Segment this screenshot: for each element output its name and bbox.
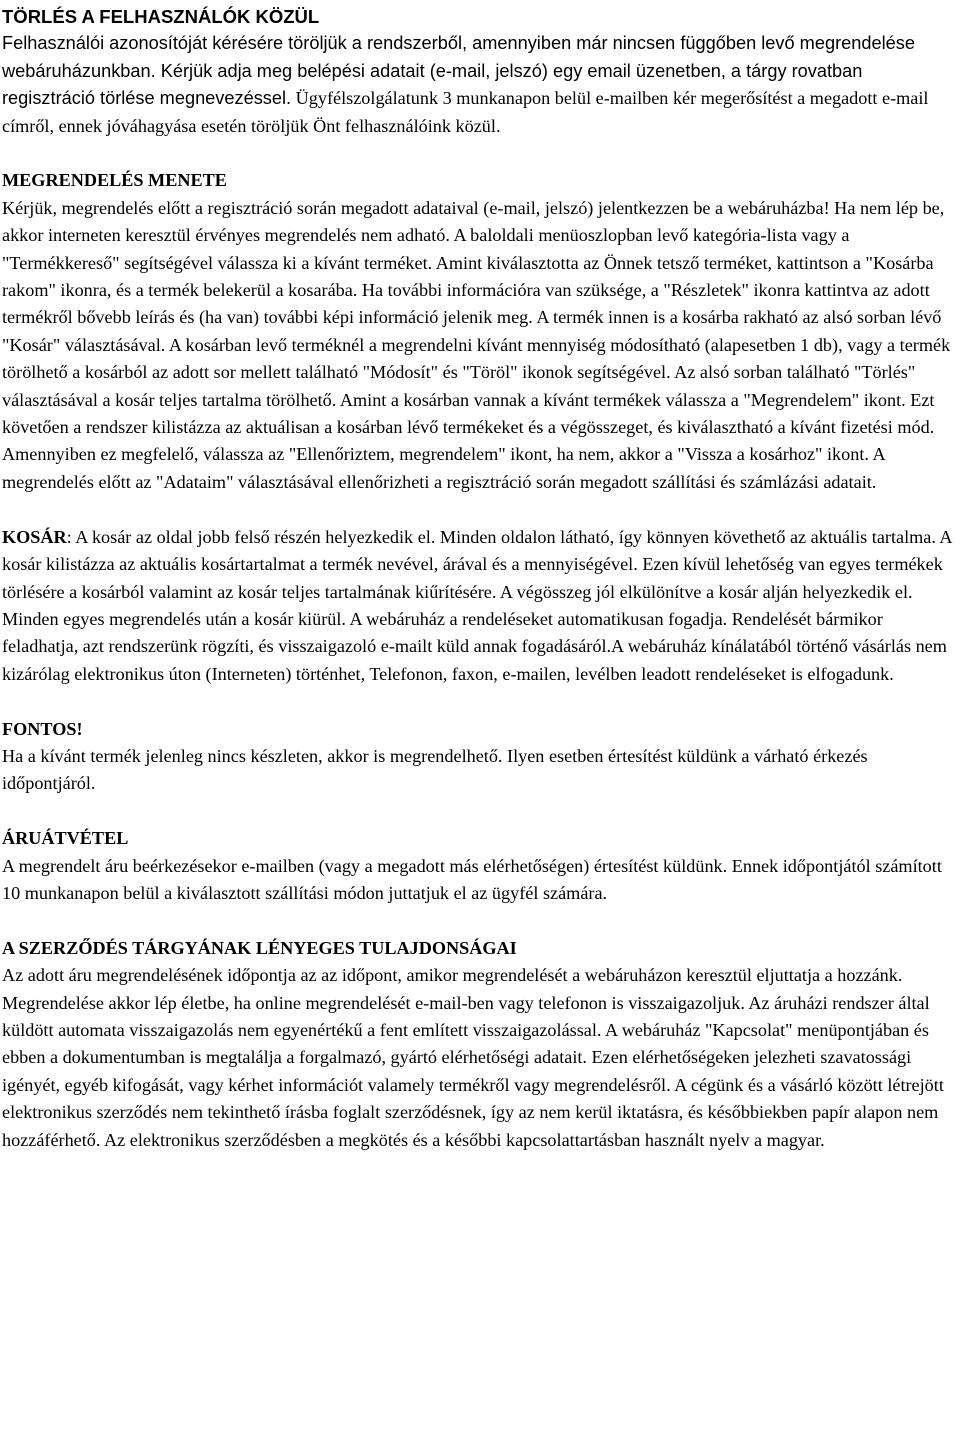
section-title-fontos: FONTOS! [2,718,83,739]
section-title-kosar: KOSÁR [2,526,67,547]
section-body-torles-part2: Ügyfélszolgálatunk 3 munkanapon belül e-mailben kér megerősítést a megadott e-mail címről, ennek jóváhagyása esetén töröljük Önt felhasználóink közül. [2,88,929,136]
section-megrendeles [2,167,958,496]
section-body-torles-part1: Felhasználói azonosítóját kérésére töröljük a rendszerből, amennyiben már nincsen függőben levő megrendelése webáruházunkban. Kérjük adja meg belépési adatait (e-mail, jelszó) egy email üzenetben, a tárgy rovatban regisztráció törlése megnevezéssel. [2,33,915,109]
section-szerzodes [2,935,958,1154]
spacer [2,907,958,934]
section-title-megrendeles: MEGRENDELÉS MENETE [2,170,227,191]
section-body-fontos: Ha a kívánt termék jelenleg nincs készleten, akkor is megrendelhető. Ilyen esetben értesítést küldünk a várható érkezés időpontjáról. [2,745,868,794]
spacer [2,496,958,523]
section-title-torles: TÖRLÉS A FELHASZNÁLÓK KÖZÜL [2,6,320,27]
document-page [0,3,960,1154]
section-kosar [2,524,958,688]
section-torles [2,3,958,140]
section-body-kosar: : A kosár az oldal jobb felső részén helyezkedik el. Minden oldalon látható, így könnyen követhető az aktuális tartalma. A kosár kilistázza az aktuális kosártartalmat a termék nevével, árával és a mennyiségével. Ezen kívül lehetőség van egyes termékek törlésére a kosárból valamint az kosár teljes tartalmának kiűrítésére. A végösszeg jól elkülönítve a kosár alján helyezkedik el. Minden egyes megrendelés után a kosár kiürül. A webáruház a rendeléseket automatikusan fogadja. Rendelését bármikor feladhatja, azt rendszerünk rögzíti, és visszaigazoló e-mailt küld annak fogadásáról.A webáruház kínálatából történő vásárlás nem kizárólag elektronikus úton (Interneten) történhet, Telefonon, faxon, e-mailen, levélben leadott rendeléseket is elfogadunk. [2,526,952,684]
section-body-megrendeles: Kérjük, megrendelés előtt a regisztráció során megadott adataival (e-mail, jelszó) jelentkezzen be a webáruházba! Ha nem lép be, akkor interneten keresztül érvényes megrendelés nem adható. A baloldali menüoszlopban levő kategória-lista vagy a "Termékkereső" segítségével válassza ki a kívánt terméket. Amint kiválasztotta az Önnek tetsző terméket, kattintson a "Kosárba rakom" ikonra, és a termék belekerül a kosarába. Ha további információra van szüksége, a "Részletek" ikonra kattintva az adott termékről bővebb leírás és (ha van) további képi információ jelenik meg. A termék innen is a kosárba rakható az alsó sorban lévő "Kosár" választásával. A kosárban levő terméknél a megrendelni kívánt mennyiség módosítható (alapesetben 1 db), vagy a termék törölhető a kosárból az adott sor mellett található "Módosít" és "Töröl" ikonok segítségével. Az alsó sorban található "Törlés" választásával a kosár teljes tartalma törölhető. Amint a kosárban vannak a kívánt termékek válassza a "Megrendelem" ikont. Ezt követően a rendszer kilistázza az aktuálisan a kosárban lévő termékeket és a végösszeget, és kiválasztható a kívánt fizetési mód. Amennyiben ez megfelelő, válassza az "Ellenőriztem, megrendelem" ikont, ha nem, akkor a "Vissza a kosárhoz" ikont. A megrendelés előtt az "Adataim" választásával ellenőrizheti a regisztráció során megadott szállítási és számlázási adatait. [2,197,951,492]
section-fontos [2,716,958,798]
section-body-aruatvetel: A megrendelt áru beérkezésekor e-mailben (vagy a megadott más elérhetőségen) értesítést küldünk. Ennek időpontjától számított 10 munkanapon belül a kiválasztott szállítási módon juttatjuk el az ügyfél számára. [2,855,942,903]
section-body-torles [2,30,958,140]
section-body-szerzodes: Az adott áru megrendelésének időpontja az az időpont, amikor megrendelését a webáruházon keresztül eljuttatja a hozzánk. Megrendelése akkor lép életbe, ha online megrendelését e-mail-ben vagy telefonon is visszaigazoljuk. Az áruházi rendszer által küldött automata visszaigazolás nem egyenértékű a fent említett visszaigazolással. A webáruház "Kapcsolat" menüpontjában és ebben a dokumentumban is megtalálja a forgalmazó, gyártó elérhetőségi adatait. Ezen elérhetőségeken jelezheti szavatossági igényét, egyéb kifogását, vagy kérhet információt valamely termékről vagy megrendelésről. A cégünk és a vásárló között létrejött elektronikus szerződés nem tekinthető írásba foglalt szerződésnek, így az nem kerül iktatásra, és későbbiekben papír alapon nem hozzáférhető. Az elektronikus szerződésben a megkötés és a későbbi kapcsolattartásban használt nyelv a magyar. [2,965,944,1150]
section-aruatvetel [2,825,958,907]
section-title-aruatvetel: ÁRUÁTVÉTEL [2,828,129,849]
spacer [2,688,958,715]
section-title-szerzodes: A SZERZŐDÉS TÁRGYÁNAK LÉNYEGES TULAJDONSÁGAI [2,937,517,958]
spacer [2,140,958,167]
spacer [2,798,958,825]
